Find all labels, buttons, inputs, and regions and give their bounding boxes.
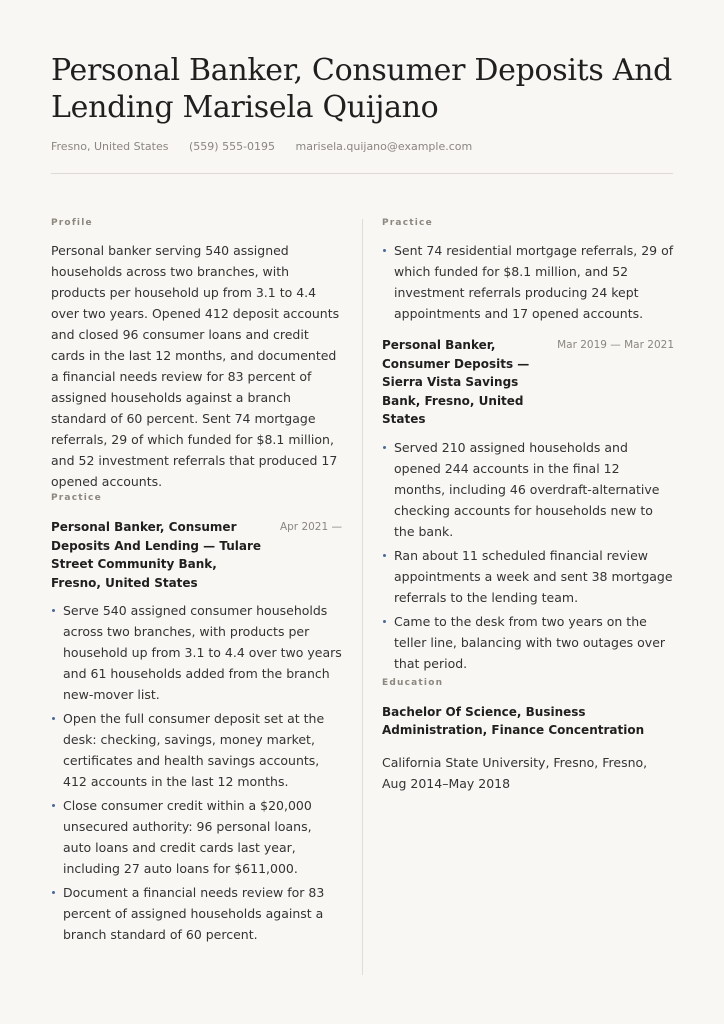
practice-section-left bbox=[51, 492, 342, 945]
location-text: Fresno, United States bbox=[51, 140, 169, 153]
list-item: Served 210 assigned households and opened 244 accounts in the final 12 months, including 46 overdraft-alternative checking accounts for households new to the bank. bbox=[382, 437, 674, 542]
job-bullets bbox=[382, 437, 674, 674]
practice-section-right bbox=[382, 217, 674, 674]
education-degree: Bachelor Of Science, Business Administration, Finance Concentration bbox=[382, 704, 645, 737]
page-title: Personal Banker, Consumer Deposits And Lending Marisela Quijano bbox=[51, 53, 673, 125]
email-text: marisela.quijano@example.com bbox=[295, 140, 473, 153]
list-item: Sent 74 residential mortgage referrals, 29 of which funded for $8.1 million, and 52 investment referrals producing 24 kept appointments and 17 opened accounts. bbox=[382, 240, 674, 324]
section-label-practice: Practice bbox=[51, 493, 102, 503]
job-title: Personal Banker, Consumer Deposits And Lending — Tulare Street Community Bank, Fresno, United States bbox=[51, 520, 262, 590]
list-item: Document a financial needs review for 83 percent of assigned households against a branch standard of 60 percent. bbox=[51, 882, 342, 945]
job-header bbox=[382, 336, 674, 429]
practice-bullets bbox=[382, 240, 674, 324]
section-label-practice: Practice bbox=[382, 218, 433, 228]
profile-section bbox=[51, 217, 342, 492]
section-label-education: Education bbox=[382, 677, 444, 688]
left-column bbox=[51, 217, 342, 948]
list-item: Ran about 11 scheduled financial review appointments a week and sent 38 mortgage referrals to the lending team. bbox=[382, 545, 674, 608]
list-item: Came to the desk from two years on the teller line, balancing with two outages over that period. bbox=[382, 611, 674, 674]
list-item: Close consumer credit within a $20,000 unsecured authority: 96 personal loans, auto loans and credit cards last year, including 27 auto loans for $611,000. bbox=[51, 795, 342, 879]
contact-line bbox=[51, 140, 673, 153]
section-label-profile: Profile bbox=[51, 218, 93, 228]
job-title: Personal Banker, Consumer Deposits — Sierra Vista Savings Bank, Fresno, United States bbox=[382, 338, 530, 426]
profile-text: Personal banker serving 540 assigned households across two branches, with products per household up from 3.1 to 4.4 over two years. Opened 412 deposit accounts and closed 96 consumer loans and credit cards in the last 12 months, and documented a financial needs review for 83 percent of assigned households against a branch standard of 60 percent. Sent 74 mortgage referrals, 29 of which funded for $8.1 million, and 52 investment referrals that produced 17 opened accounts. bbox=[51, 243, 340, 489]
list-item: Serve 540 assigned consumer households across two branches, with products per household up from 3.1 to 4.4 over two years and 61 households added from the branch new-mover list. bbox=[51, 600, 342, 705]
phone-text: (559) 555-0195 bbox=[189, 140, 276, 153]
education-school: California State University, Fresno, Fresno, Aug 2014–May 2018 bbox=[382, 754, 648, 791]
header-divider bbox=[51, 173, 673, 174]
job-header bbox=[51, 518, 342, 592]
resume-header bbox=[51, 52, 673, 153]
column-divider bbox=[362, 219, 363, 975]
right-column bbox=[382, 217, 674, 794]
education-section bbox=[382, 677, 674, 794]
job-date: Apr 2021 — bbox=[279, 521, 342, 533]
job-date: Mar 2019 — Mar 2021 bbox=[557, 339, 674, 351]
job-bullets bbox=[51, 600, 342, 945]
list-item: Open the full consumer deposit set at the desk: checking, savings, money market, certificates and health savings accounts, 412 accounts in the last 12 months. bbox=[51, 708, 342, 792]
